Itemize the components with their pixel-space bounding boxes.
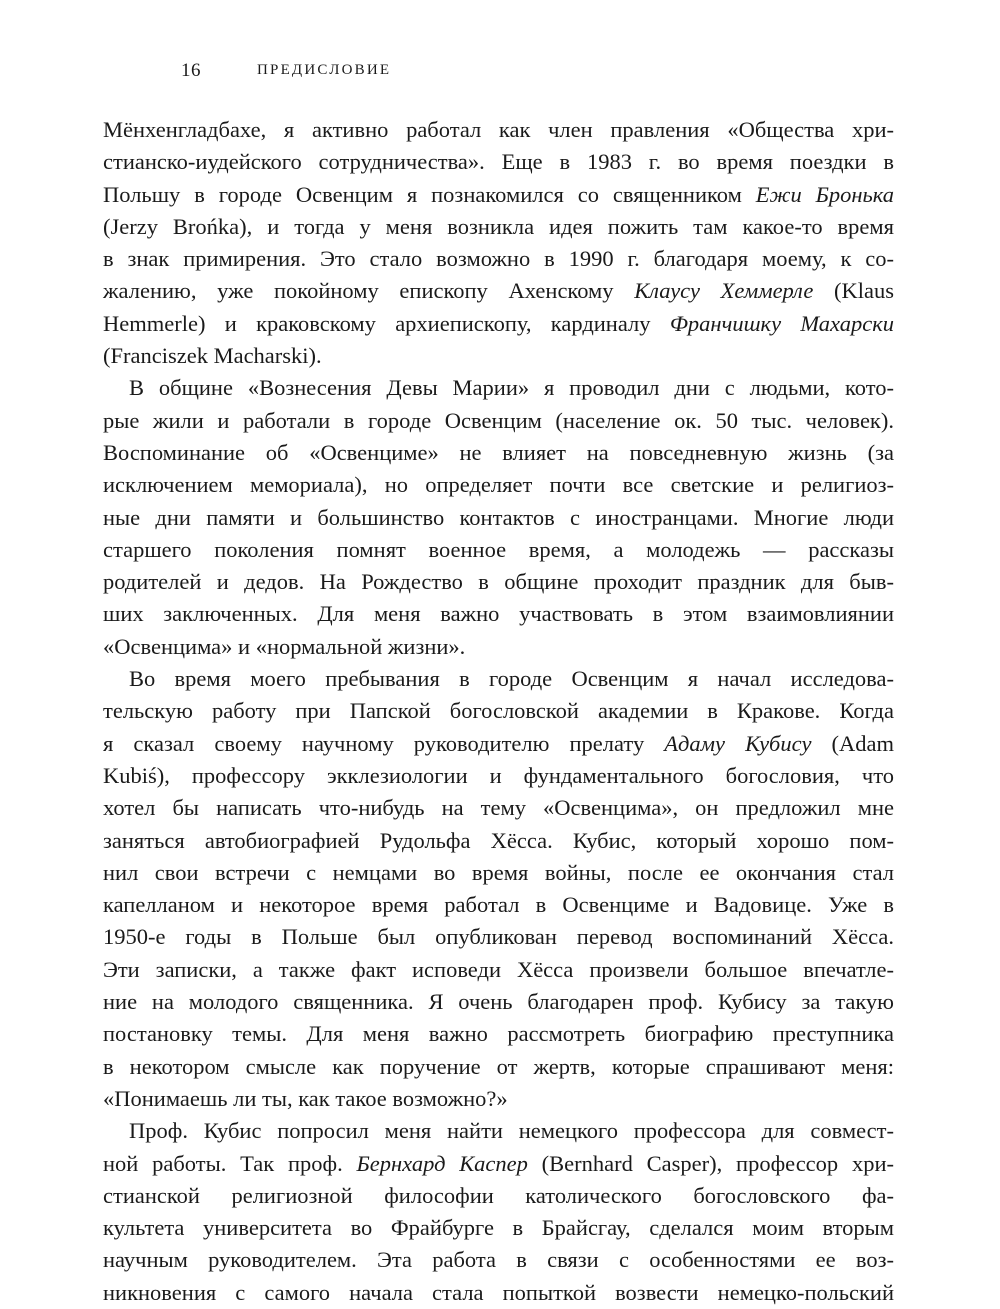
text-run: Во время моего пребывания в городе Освенцим я начал исследова- xyxy=(129,666,894,692)
text-line xyxy=(103,857,894,889)
italic-name: Бернхард Каспер xyxy=(356,1150,528,1176)
text-line xyxy=(103,1148,894,1180)
text-run: исключением мемориала), но определяет почти все светские и религиоз- xyxy=(103,472,894,498)
italic-name: Клаусу Хеммерле xyxy=(634,278,814,304)
text-run: Проф. Кубис попросил меня найти немецкого профессора для совмест- xyxy=(129,1118,894,1144)
text-run: постановку темы. Для меня важно рассмотреть биографию преступника xyxy=(103,1021,894,1047)
page-number: 16 xyxy=(181,60,201,81)
text-line xyxy=(103,534,894,566)
text-line xyxy=(103,663,894,695)
text-line xyxy=(103,146,894,178)
text-line xyxy=(103,502,894,534)
text-run: нил свои встречи с немцами во время войны, после ее окончания стал xyxy=(103,859,894,885)
text-line xyxy=(103,728,894,760)
text-line xyxy=(103,308,894,340)
text-run: заняться автобиографией Рудольфа Хёсса. Кубис, который хорошо пом- xyxy=(103,827,894,853)
text-run: стианско-иудейского сотрудничества». Еще в 1983 г. во время поездки в xyxy=(103,149,894,175)
text-line xyxy=(103,566,894,598)
running-header xyxy=(0,60,1000,86)
text-run: (Franciszek Macharski). xyxy=(103,343,322,369)
text-run: «Освенцима» и «нормальной жизни». xyxy=(103,633,466,659)
text-run: Эти записки, а также факт исповеди Хёсса произвели большое впечатле- xyxy=(103,956,894,982)
text-line xyxy=(103,760,894,792)
running-title: ПРЕДИСЛОВИЕ xyxy=(257,62,392,78)
text-run: Hemmerle) и краковскому архиепископу, кардиналу xyxy=(103,310,670,336)
text-run: ной работы. Так проф. xyxy=(103,1150,357,1176)
text-line xyxy=(103,1018,894,1050)
text-line xyxy=(103,954,894,986)
text-line xyxy=(103,372,894,404)
text-line xyxy=(103,469,894,501)
text-run: ние на молодого священника. Я очень благодарен проф. Кубису за такую xyxy=(103,989,894,1015)
text-run: тельскую работу при Папской богословской академии в Кракове. Когда xyxy=(103,698,894,724)
text-run: родителей и дедов. На Рождество в общине проходит праздник для быв- xyxy=(103,569,894,595)
text-run: 1950-е годы в Польше был опубликован перевод воспоминаний Хёсса. xyxy=(103,924,894,950)
text-run: (Adam xyxy=(811,730,895,756)
text-run: жалению, уже покойному епископу Ахенскому xyxy=(103,278,635,304)
text-run: Польшу в городе Освенцим я познакомился со священником xyxy=(103,181,756,207)
text-run: (Bernhard Casper), профессор хри- xyxy=(527,1150,894,1176)
text-line xyxy=(103,695,894,727)
text-run: культета университета во Фрайбурге в Брайсгау, сделался моим вторым xyxy=(103,1215,894,1241)
text-run: ные дни памяти и большинство контактов с иностранцами. Многие люди xyxy=(103,504,894,530)
text-line xyxy=(103,1244,894,1276)
text-line xyxy=(103,1180,894,1212)
text-run: Мёнхенгладбахе, я активно работал как член правления «Общества хри- xyxy=(103,117,894,142)
text-run: в некотором смысле как поручение от жертв, которые спрашивают меня: xyxy=(103,1053,894,1079)
text-line xyxy=(103,825,894,857)
paragraph xyxy=(103,114,894,372)
text-line xyxy=(103,340,322,372)
paragraph xyxy=(103,1115,894,1309)
italic-name: Адаму Кубису xyxy=(664,730,812,756)
italic-name: Ежи Бронька xyxy=(755,181,894,207)
text-run: Kubiś), профессору экклезиологии и фундаментального богословия, что xyxy=(103,762,894,788)
text-line xyxy=(103,211,894,243)
text-line xyxy=(103,598,894,630)
text-line xyxy=(103,1083,508,1115)
text-run: капелланом и некоторое время работал в Освенциме и Вадовице. Уже в xyxy=(103,892,894,918)
paragraph xyxy=(103,372,894,663)
text-run: я сказал своему научному руководителю прелату xyxy=(103,730,665,756)
text-line xyxy=(103,405,894,437)
text-line xyxy=(103,631,465,663)
text-line xyxy=(103,1051,894,1083)
italic-name: Франчишку Махарски xyxy=(669,310,894,336)
text-line xyxy=(103,1115,894,1147)
text-line xyxy=(103,179,894,211)
text-line xyxy=(103,1212,894,1244)
text-line xyxy=(103,986,894,1018)
text-run: никновения с самого начала стала попыткой возвести немецко-польский xyxy=(103,1279,894,1305)
text-line xyxy=(103,921,894,953)
paragraph xyxy=(103,663,894,1115)
text-line xyxy=(103,114,894,146)
text-run: в знак примирения. Это стало возможно в 1990 г. благодаря моему, к со- xyxy=(103,246,894,272)
text-line xyxy=(103,437,894,469)
text-run: Воспоминание об «Освенциме» не влияет на повседневную жизнь (за xyxy=(103,439,894,465)
text-line xyxy=(103,792,894,824)
text-run: хотел бы написать что-нибудь на тему «Освенцима», он предложил мне xyxy=(103,795,894,821)
text-line xyxy=(103,275,894,307)
text-run: рые жили и работали в городе Освенцим (население ок. 50 тыс. человек). xyxy=(103,407,894,433)
text-run: (Klaus xyxy=(813,278,894,304)
text-run: стианской религиозной философии католического богословского фа- xyxy=(103,1182,894,1208)
text-run: старшего поколения помнят военное время, а молодежь — рассказы xyxy=(103,536,894,562)
text-line xyxy=(103,889,894,921)
text-line xyxy=(103,1277,894,1309)
body-text xyxy=(103,114,894,1309)
text-run: «Понимаешь ли ты, как такое возможно?» xyxy=(103,1085,508,1111)
text-run: (Jerzy Brońka), и тогда у меня возникла идея пожить там какое-то время xyxy=(103,213,894,239)
text-line xyxy=(103,243,894,275)
text-run: ших заключенных. Для меня важно участвовать в этом взаимовлиянии xyxy=(103,601,894,627)
text-run: научным руководителем. Эта работа в связи с особенностями ее воз- xyxy=(103,1247,894,1273)
text-run: В общине «Вознесения Девы Марии» я проводил дни с людьми, кото- xyxy=(129,375,894,401)
